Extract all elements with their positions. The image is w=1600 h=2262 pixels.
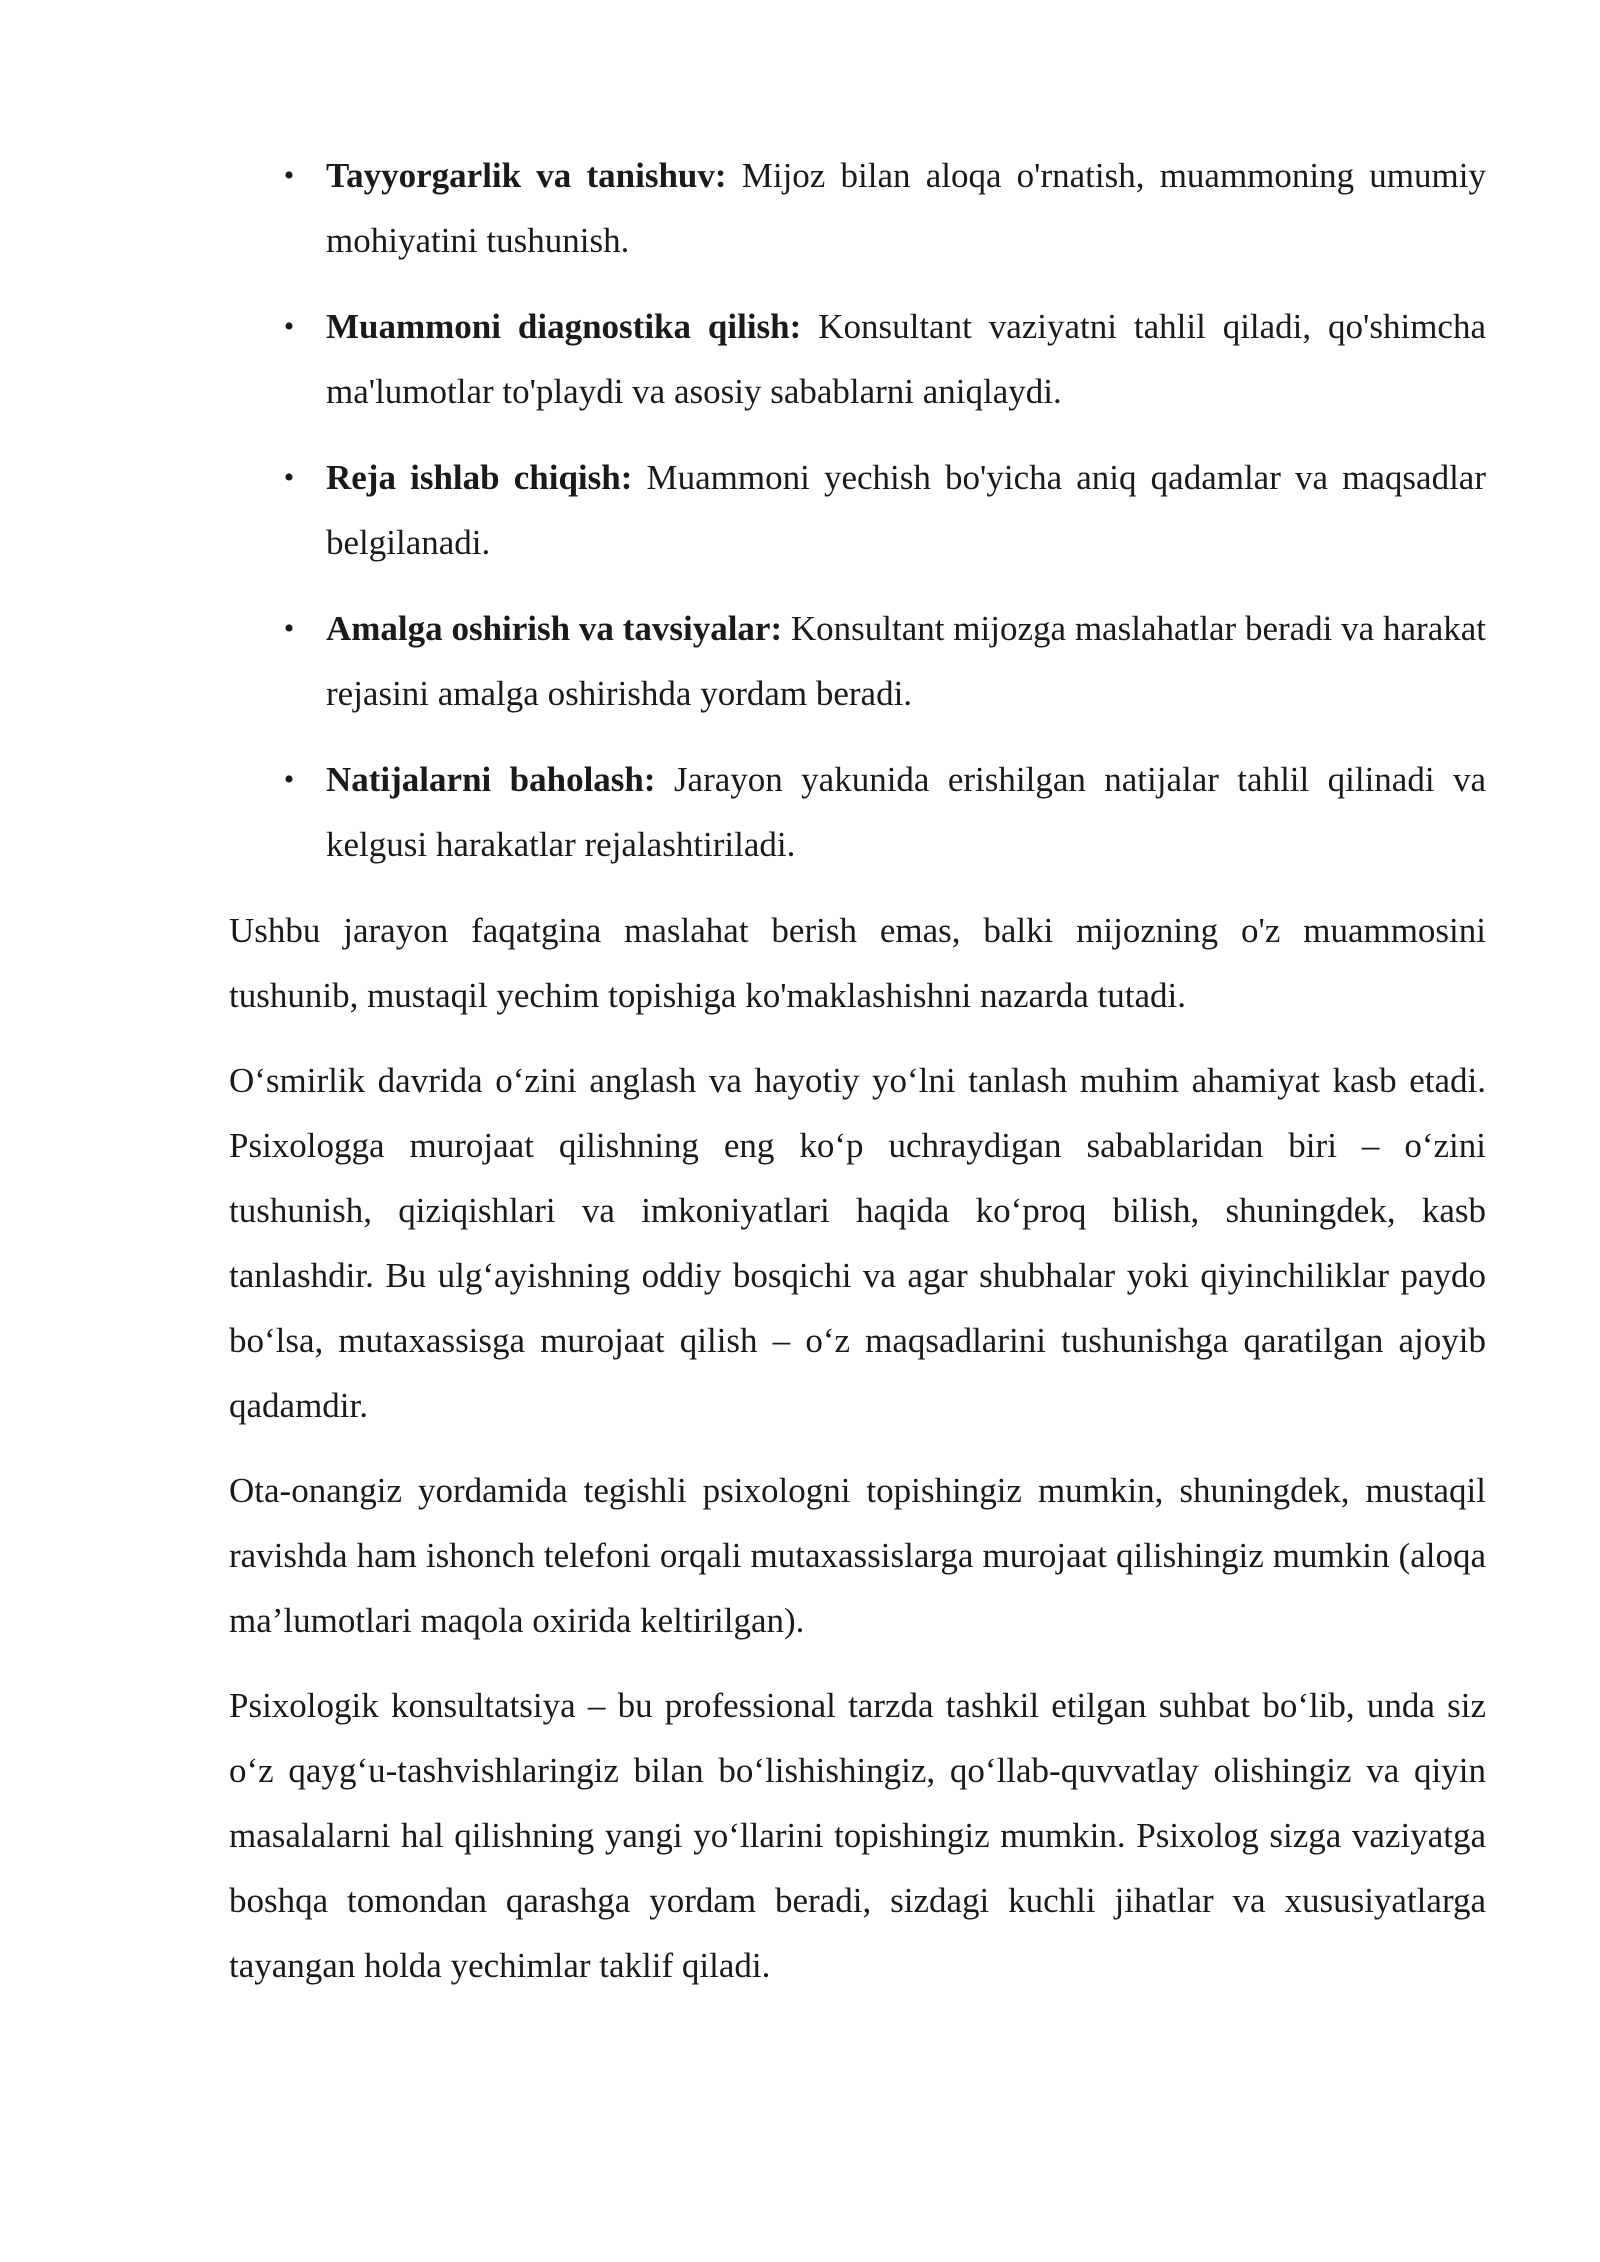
step-text: Muammoni yechish bo'yicha aniq qadamlar va maqsadlar belgilanadi. (326, 458, 1486, 562)
step-term: Tayyorgarlik va tanishuv: (326, 156, 727, 195)
bullet-icon: • (283, 612, 295, 645)
bullet-icon: • (283, 159, 295, 192)
paragraph-consultation-definition: Psixologik konsultatsiya – bu professional tarzda tashkil etilgan suhbat bo‘lib, unda siz o‘z qayg‘u-tashvishlaringiz bilan bo‘lishishingiz, qo‘llab-quvvatlay olishingiz va qiyin masalalarni hal qilishning yangi yo‘llarini topishingiz mumkin. Psixolog sizga vaziyatga boshqa tomondan qarashga yordam beradi, sizdagi kuchli jihatlar va xususiyatlarga tayangan holda yechimlar taklif qiladi. (229, 1686, 1486, 1985)
bullet-icon: • (283, 461, 295, 494)
step-text: Mijoz bilan aloqa o'rnatish, muammoning umumiy mohiyatini tushunish. (326, 156, 1486, 260)
step-text: Konsultant vaziyatni tahlil qiladi, qo'shimcha ma'lumotlar to'playdi va asosiy sabablarni aniqlaydi. (326, 307, 1486, 411)
bullet-icon: • (283, 310, 295, 343)
paragraph-finding-psychologist: Ota-onangiz yordamida tegishli psixologni topishingiz mumkin, shuningdek, mustaqil ravishda ham ishonch telefoni orqali mutaxassislarga murojaat qilishingiz mumkin (aloqa ma’lumotlari maqola oxirida keltirilgan). (229, 1471, 1486, 1640)
list-item (229, 747, 1486, 877)
step-term: Natijalarni baholash: (326, 760, 656, 799)
paragraph-process-summary: Ushbu jarayon faqatgina maslahat berish emas, balki mijozning o'z muammosini tushunib, mustaqil yechim topishiga ko'maklashishni nazarda tutadi. (229, 911, 1486, 1015)
list-item (229, 143, 1486, 273)
step-text: Konsultant mijozga maslahatlar beradi va harakat rejasini amalga oshirishda yordam beradi. (326, 609, 1486, 713)
step-term: Amalga oshirish va tavsiyalar: (326, 609, 783, 648)
document-body (229, 143, 1486, 2018)
step-term: Muammoni diagnostika qilish: (326, 307, 802, 346)
list-item (229, 445, 1486, 575)
list-item (229, 294, 1486, 424)
step-term: Reja ishlab chiqish: (326, 458, 633, 497)
step-text: Jarayon yakunida erishilgan natijalar tahlil qilinadi va kelgusi harakatlar rejalashtiriladi. (326, 760, 1486, 864)
paragraph-adolescence: O‘smirlik davrida o‘zini anglash va hayotiy yo‘lni tanlash muhim ahamiyat kasb etadi. Psixologga murojaat qilishning eng ko‘p uchraydigan sabablaridan biri – o‘zini tushunish, qiziqishlari va imkoniyatlari haqida ko‘proq bilish, shuningdek, kasb tanlashdir. Bu ulg‘ayishning oddiy bosqichi va agar shubhalar yoki qiyinchiliklar paydo bo‘lsa, mutaxassisga murojaat qilish – o‘z maqsadlarini tushunishga qaratilgan ajoyib qadamdir. (229, 1061, 1486, 1425)
list-item (229, 596, 1486, 726)
bullet-icon: • (283, 763, 295, 796)
consultation-steps-list (229, 143, 1486, 877)
